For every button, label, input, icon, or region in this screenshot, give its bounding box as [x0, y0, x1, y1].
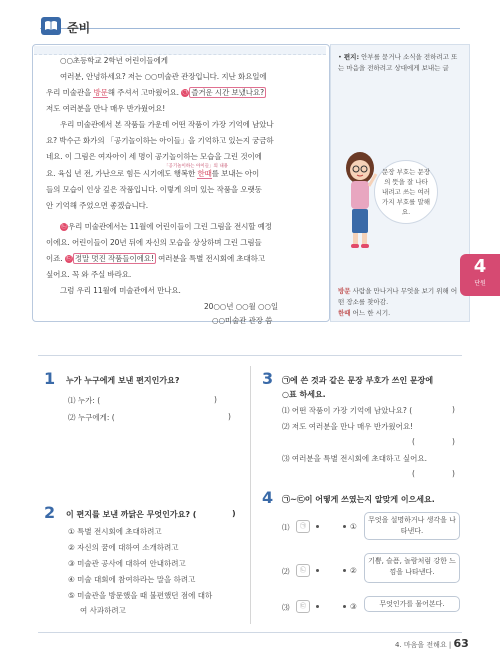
answer-who-close[interactable]: )	[214, 395, 217, 404]
q3-item-3-open[interactable]: (	[412, 469, 415, 478]
letter-line: 요. 육십 년 전, 가난으로 힘든 시기에도 행복한 한때를 보내는 아이	[46, 169, 260, 178]
glossary-letter: • 편지: 안부를 묻거나 소식을 전하려고 또는 마음을 전하려고 상대에게 보내는 글	[338, 53, 458, 72]
match-box-1: 무엇을 설명하거나 생각을 나타낸다.	[364, 512, 460, 540]
match-dot-left-1[interactable]	[316, 525, 319, 528]
question-answer-close[interactable]: )	[232, 509, 236, 518]
q3-item-2-open[interactable]: (	[412, 437, 415, 446]
match-left-mark-2: ㉡	[296, 564, 310, 577]
match-dot-left-3[interactable]	[316, 605, 319, 608]
letter-line: 이죠. ㉢ 정말 멋진 작품들이에요! 여러분을 특별 전시회에 초대하고	[46, 254, 265, 263]
question-number: 3	[262, 369, 274, 388]
letter-line: 그럼 우리 11월에 미술관에서 만나요.	[60, 286, 181, 295]
question-text: ㉠~㉢이 어떻게 쓰였는지 알맞게 이으세요.	[282, 495, 435, 504]
inline-note: 「공기놀이하는 아이들」의 내용	[164, 164, 229, 169]
question-text-2: ○표 하세요.	[282, 390, 326, 399]
answer-to-whom-label: ⑵ 누구에게: (	[68, 413, 115, 422]
letter-line: ㉡우리 미술관에서는 11월에 어린이들이 그린 그림을 전시할 예정	[61, 222, 272, 231]
question-text: 누가 누구에게 보낸 편지인가요?	[66, 376, 180, 385]
match-left-mark-3: ㉢	[296, 600, 310, 613]
match-left-num-1: ⑴	[282, 523, 290, 532]
q3-item-2-close[interactable]: )	[452, 437, 455, 446]
section-title: 준비	[67, 21, 91, 35]
letter-line: 여러분, 안녕하세요? 저는 ○○미술관 관장입니다. 지난 화요일에	[60, 72, 267, 81]
option-3[interactable]: ③ 미술관 공사에 대하여 안내하려고	[68, 559, 186, 568]
glossary-moment: 한때 어느 한 시기.	[338, 309, 391, 317]
q3-item-3: ⑶ 여러분을 특별 전시회에 초대하고 싶어요.	[282, 454, 427, 463]
page-number: 63	[453, 637, 469, 650]
letter-line: 안 기억해 주었으면 좋겠습니다.	[46, 201, 149, 210]
letter-line: 들의 모습이 인상 깊은 작품입니다. 이렇게 의미 있는 작품을 오랫동	[46, 185, 262, 194]
footer-chapter: 4. 마음을 전해요	[395, 641, 447, 649]
letter-line: ○○초등학교 2학년 어린이들에게	[60, 56, 168, 65]
match-dot-left-2[interactable]	[316, 569, 319, 572]
match-dot-right-2[interactable]	[343, 569, 346, 572]
speech-bubble: 문장 부호는 문장의 뜻을 잘 나타내려고 쓰는 여러 가지 부호를 말해요.	[374, 160, 438, 224]
glossary-visit: 방문 사람을 만나거나 무엇을 보기 위해 어떤 장소를 찾아감.	[338, 287, 458, 306]
q3-item-1-close[interactable]: )	[452, 405, 455, 414]
letter-date: 20○○년 ○○월 ○○일	[204, 302, 279, 311]
match-left-num-2: ⑵	[282, 567, 290, 576]
match-left-num-3: ⑶	[282, 603, 290, 612]
question-number: 2	[44, 503, 56, 522]
match-right-num-3: ③	[350, 602, 357, 611]
match-dot-right-1[interactable]	[343, 525, 346, 528]
option-5-cont: 여 사과하려고	[80, 606, 126, 615]
header-rule	[40, 28, 460, 29]
match-right-num-2: ②	[350, 566, 357, 575]
letter-line: 우리 미술관을 방문해 주셔서 고마웠어요. ㉠ 즐거운 시간 보냈나요?	[46, 88, 264, 97]
girl-illustration	[340, 146, 380, 256]
letter-line: 우리 미술관에서 본 작품들 가운데 어떤 작품이 가장 기억에 남았나	[60, 120, 274, 129]
page-footer: 4. 마음을 전해요 | 63	[395, 637, 469, 650]
chapter-tab	[460, 254, 500, 296]
question-number: 4	[262, 488, 274, 507]
match-dot-right-3[interactable]	[343, 605, 346, 608]
option-4[interactable]: ④ 미술 대회에 참여하라는 말을 하려고	[68, 575, 196, 584]
footer-rule	[38, 632, 462, 633]
letter-line: 이에요. 어린이들이 20년 뒤에 자신의 모습을 상상하며 그린 그림들	[46, 238, 262, 247]
letter-line: 요? 박수근 화가의 「공기놀이하는 아이들」을 기억하고 있는지 궁금하	[46, 136, 274, 145]
q3-item-3-close[interactable]: )	[452, 469, 455, 478]
section-divider	[38, 355, 462, 356]
match-box-2: 기쁨, 슬픔, 놀람처럼 강한 느낌을 나타낸다.	[364, 553, 460, 583]
book-icon	[41, 17, 61, 35]
question-text: ㉠에 쓴 것과 같은 문장 부호가 쓰인 문장에	[282, 376, 434, 385]
chapter-number: 4	[473, 256, 487, 277]
match-right-num-1: ①	[350, 522, 357, 531]
q3-item-1: ⑴ 어떤 작품이 가장 기억에 남았나요? (	[282, 406, 413, 415]
question-number: 1	[44, 369, 56, 388]
letter-line: 네요. 이 그림은 여자아이 세 명이 공기놀이하는 모습을 그린 것이에	[46, 152, 262, 161]
column-divider	[250, 366, 251, 624]
option-1[interactable]: ① 특별 전시회에 초대하려고	[68, 527, 162, 536]
letter-line: 싶어요. 꼭 와 주실 바라요.	[46, 270, 132, 279]
letter-line: 저도 여러분을 만나 매우 반가웠어요!	[46, 104, 166, 113]
match-box-3: 무엇인가를 물어본다.	[364, 596, 460, 612]
chapter-label: 단원	[474, 280, 486, 287]
q3-item-2: ⑵ 저도 여러분을 만나 매우 반가웠어요!	[282, 422, 414, 431]
option-2[interactable]: ② 자신의 꿈에 대하여 소개하려고	[68, 543, 179, 552]
option-5[interactable]: ⑤ 미술관을 방문했을 때 불편했던 점에 대하	[68, 591, 213, 600]
answer-who-label: ⑴ 누가: (	[68, 396, 101, 405]
match-left-mark-1: ㉠	[296, 520, 310, 533]
answer-to-whom-close[interactable]: )	[228, 412, 231, 421]
letter-signature: ○○미술관 관장 씀	[212, 316, 273, 325]
question-text: 이 편지를 보낸 까닭은 무엇인가요? (	[66, 510, 197, 519]
